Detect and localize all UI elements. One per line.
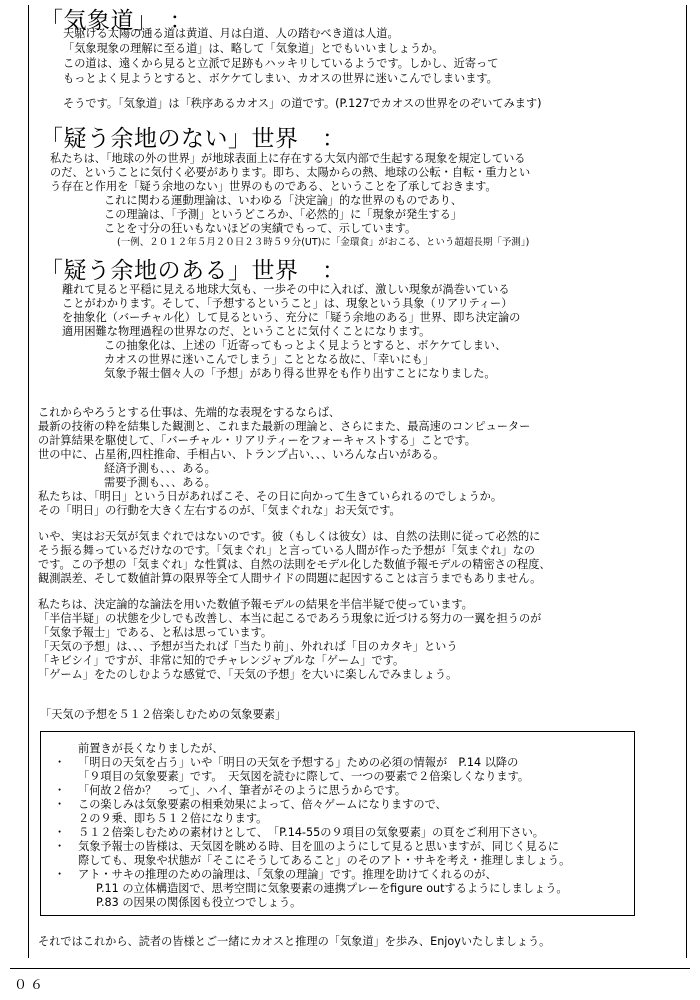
text-line: 需要予測も、、、ある。: [104, 476, 216, 489]
text-line: 「ゲーム」をたのしむような感覚で、「天気の予想」を大いに楽しんでみましょう。: [38, 668, 458, 681]
text-line: カオスの世界に迷いこんでしまう」こととなる故に、「幸いにも」: [104, 353, 434, 366]
section-heading-undoubted-world: 「疑う余地のない」世界 ：: [40, 126, 346, 152]
bullet-icon: ・: [54, 756, 66, 769]
text-line: ことを寸分の狂いもないほどの実績でもって、示しています。: [104, 222, 417, 235]
text-line: 最新の技術の粋を結集した観測と、これまた最新の理論と、さらにまた、最高速のコンピューター: [38, 420, 531, 433]
bullet-icon: ・: [54, 840, 66, 853]
box-title: 「天気の予想を５１２倍楽しむための気象要素」: [40, 708, 287, 721]
text-line: この道は、遠くから見ると立派で足跡もハッキリしているようです。しかし、近寄って: [63, 57, 499, 70]
text-line: もっとよく見ようとすると、ボケケてしまい、カオスの世界に迷いこんでしまいます。: [63, 72, 498, 85]
text-line: これからやろうとする仕事は、先端的な表現をするならば、: [38, 406, 341, 419]
text-line: 私たちは、「地球の外の世界」が地球表面上に存在する大気内部で生起する現象を規定している: [50, 152, 526, 165]
text-line: そう振る舞っているだけなのです。「気まぐれ」と言っている人間が作った予想が「気まぐれ」なの: [38, 544, 535, 557]
text-line: のだ、ということに気付く必要があります。即ち、太陽からの熱、地球の公転・自転・重力とい: [50, 166, 531, 179]
page-number: ０６: [14, 978, 47, 993]
box-intro: 前置きが長くなりましたが、: [78, 742, 224, 755]
text-line: 「半信半疑」の状態を少しでも改善し、本当に起こるであろう現象に近づける努力の一翼を担うのが: [38, 612, 542, 625]
text-line: これに関わる運動理論は、いわゆる「決定論」的な世界のものであり、: [104, 194, 463, 207]
box-line: 気象予報士の皆様は、天気図を眺める時、目を皿のようにして見ると思いますが、同じく見るに: [78, 840, 560, 853]
text-line: う存在と作用を「疑う余地のない」世界のものである、ということを了承しておきます。: [50, 180, 497, 193]
bullet-icon: ・: [54, 798, 66, 811]
box-line: ５１２倍楽しむための素材けとして、 「P.14-55の９項目の気象要素」の頁をご利用下さい。: [78, 826, 544, 839]
text-line: 適用困難な物理過程の世界なのだ、ということに気付くことになります。: [62, 325, 431, 338]
box-line: 「何故２倍か？ って」、ハイ、筆者がそのように思うからです。: [78, 784, 407, 797]
text-line: 天駆ける太陽の通る道は黄道、月は白道、人の踏むべき道は人道。: [63, 27, 399, 40]
box-line: 際しても、現象や状態が「そこにそうしてあること」のそのアト・サキを考え・推理しましょう。: [78, 854, 571, 867]
text-line: 観測誤差、そして数値計算の限界等全て人間サイドの問題に起因することは言うまでもありません。: [38, 572, 542, 585]
footer-divider: [10, 968, 690, 969]
text-line: を抽象化（バーチャル化）して見るという、充分に「疑う余地のある」世界、即ち決定論の: [62, 311, 521, 324]
box-line: P.11 の立体構造図で、思考空間に気象要素の連携プレーをfigure outするようにしましょう。: [96, 882, 568, 895]
text-line: この理論は、「予測」というどころか、「必然的」に「現象が発生する」: [104, 208, 462, 221]
box-line: 「明日の天気を占う」いや「明日の天気を予想する」ための必須の情報が P.14 以降の: [78, 756, 519, 769]
section-heading-kishodo: 「気象道」 ：: [40, 8, 193, 34]
box-line: P.83 の因果の関係図も役立つでしょう。: [96, 896, 302, 909]
bullet-icon: ・: [54, 784, 66, 797]
section-heading-doubtful-world: 「疑う余地のある」世界 ：: [40, 258, 346, 284]
text-line: この抽象化は、上述の「近寄ってもっとよく見ようとすると、ボケケてしまい、: [104, 339, 507, 352]
bullet-icon: ・: [54, 868, 66, 881]
box-line: ２の９乗、即ち５１２倍になります。: [78, 812, 268, 825]
text-line: 「気象現象の理解に至る道」は、略して「気象道」とでもいいましょうか。: [63, 42, 444, 55]
text-line: そうです。「気象道」は「秩序あるカオス」の道です。(P.127でカオスの世界をのぞいてみます): [63, 97, 542, 110]
text-line: 「気象予報士」である、と私は思っています。: [38, 626, 273, 639]
text-line: 「キビシイ」ですが、非常に知的でチャレンジャブルな「ゲーム」です。: [38, 654, 405, 667]
text-line: です。この予想の「気まぐれ」な性質は、自然の法則をモデル化した数値予報モデルの精密さの程度、: [38, 558, 551, 571]
text-line: 気象予報士個々人の「予想」があり得る世界をも作り出すことになりました。: [104, 367, 496, 380]
text-line: 経済予測も、、、ある。: [104, 462, 216, 475]
closing-line: それではこれから、読者の皆様とご一緒にカオスと推理の「気象道」を歩み、Enjoyいたしましょう。: [38, 935, 551, 948]
text-line: その「明日」の行動を大きく左右するのが、「気まぐれな」お天気です。: [38, 504, 401, 517]
box-line: この楽しみは気象要素の相乗効果によって、倍々ゲームになりますので、: [78, 798, 447, 811]
text-line: ことがわかります。そして、「予想するということ」は、現象という具象（リアリティー）: [62, 297, 513, 310]
text-line: の計算結果を駆使して、「バーチャル・リアリティーをフォーキャストする」ことです。: [38, 434, 476, 447]
box-line: アト・サキの推理のための論理は、「気象の理論」です。推理を助けてくれるのが、: [78, 868, 497, 881]
text-line-note: (一例、２０１２年５月２０日２３時５９分(UT)に「金環食」がおこる、という超超長期「予測」): [117, 237, 530, 248]
bullet-icon: ・: [54, 826, 66, 839]
box-line: 「９項目の気象要素」です。 天気図を読むに際して、一つの要素で２倍楽しくなります。: [78, 770, 530, 783]
text-line: 「天気の予想」は、、、予想が当たれば「当たり前」、外れれば「目のカタキ」という: [38, 640, 458, 653]
text-line: 私たちは、「明日」という日があればこそ、その日に向かって生きていられるのでしょうか。: [38, 490, 503, 503]
text-line: いや、実はお天気が気まぐれではないのです。彼（もしくは彼女）は、自然の法則に従って必然的に: [38, 530, 541, 543]
text-line: 離れて見ると平穏に見える地球大気も、一歩その中に入れば、激しい現象が渦巻いている: [62, 283, 510, 296]
text-line: 世の中に、占星術,四柱推命、手相占い、トランプ占い、、、いろんな占いがある。: [38, 448, 445, 461]
text-line: 私たちは、決定論的な論法を用いた数値予報モデルの結果を半信半疑で使っています。: [38, 598, 473, 611]
